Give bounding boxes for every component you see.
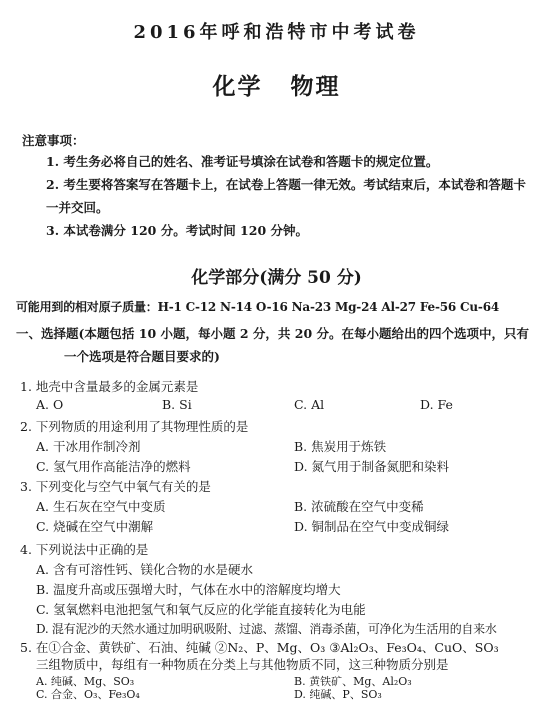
question-1-option-d: D. Fe <box>420 397 453 412</box>
question-3-option-d: D. 铜制品在空气中变成铜绿 <box>294 519 450 534</box>
question-5-stem-line2: 三组物质中，每组有一种物质在分类上与其他物质不同，这三种物质分别是 <box>36 657 449 672</box>
exam-title: 2016年呼和浩特市中考试卷 <box>133 22 420 43</box>
question-2-option-b: B. 焦炭用于炼铁 <box>294 439 387 454</box>
question-4-option-b: B. 温度升高或压强增大时，气体在水中的溶解度均增大 <box>36 582 341 597</box>
question-1-stem: 1. 地壳中含量最多的金属元素是 <box>20 379 199 394</box>
question-3-stem: 3. 下列变化与空气中氧气有关的是 <box>20 479 211 494</box>
question-4-option-d: D. 混有泥沙的天然水通过加明矾吸附、过滤、蒸馏、消毒杀菌，可净化为生活用的自来水 <box>36 622 497 636</box>
notice-heading: 注意事项： <box>22 133 85 148</box>
subject-physics: 物理 <box>290 73 341 100</box>
question-3-option-a: A. 生石灰在空气中变质 <box>36 499 166 514</box>
question-4-option-a: A. 含有可溶性钙、镁化合物的水是硬水 <box>36 562 253 577</box>
notice-item-3: 3. 本试卷满分 120 分。考试时间 120 分钟。 <box>46 223 308 238</box>
chemistry-section-title: 化学部分(满分 50 分) <box>191 268 362 288</box>
question-4-option-c: C. 氢氧燃料电池把氢气和氧气反应的化学能直接转化为电能 <box>36 602 366 617</box>
question-1-option-a: A. O <box>36 397 64 412</box>
subject-title <box>0 68 553 101</box>
question-1-option-c: C. Al <box>294 397 325 412</box>
question-5-option-b: B. 黄铁矿、Mg、Al₂O₃ <box>294 675 412 688</box>
question-2-option-d: D. 氮气用于制备氮肥和染料 <box>294 459 450 474</box>
question-5-option-a: A. 纯碱、Mg、SO₃ <box>36 675 135 688</box>
question-2-stem: 2. 下列物质的用途利用了其物理性质的是 <box>20 419 249 434</box>
question-2-option-a: A. 干冰用作制冷剂 <box>36 439 141 454</box>
notice-item-2-text: 2. 考生要将答案写在答题卡上，在试卷上答题一律无效。考试结束后，本试卷和答题卡一并交回。 <box>46 177 526 215</box>
question-5-option-c: C. 合金、O₃、Fe₃O₄ <box>36 688 140 701</box>
question-4-stem: 4. 下列说法中正确的是 <box>20 542 149 557</box>
question-5-stem: 5. 在①合金、黄铁矿、石油、纯碱 ②N₂、P、Mg、O₃ ③Al₂O₃、Fe₃O₄、CuO、SO₃ <box>20 640 499 655</box>
question-3-option-c: C. 烧碱在空气中潮解 <box>36 519 154 534</box>
atomic-masses-line: 可能用到的相对原子质量：H-1 C-12 N-14 O-16 Na-23 Mg-24 Al-27 Fe-56 Cu-64 <box>16 300 500 314</box>
question-5-option-d: D. 纯碱、P、SO₃ <box>294 688 382 701</box>
part-heading <box>16 322 544 368</box>
notice-item-2 <box>46 173 534 219</box>
question-1-option-b: B. Si <box>162 397 192 412</box>
part-heading-line1: 一、选择题(本题包括 10 小题，每小题 2 分，共 20 分。在每小题给出的四个选项中，只有 <box>16 326 530 341</box>
subject-chemistry: 化学 <box>212 73 263 100</box>
notice-item-1: 1. 考生务必将自己的姓名、准考证号填涂在试卷和答题卡的规定位置。 <box>46 154 439 169</box>
question-2-option-c: C. 氢气用作高能洁净的燃料 <box>36 459 191 474</box>
part-heading-line2: 一个选项是符合题目要求的) <box>64 349 220 364</box>
question-3-option-b: B. 浓硫酸在空气中变稀 <box>294 499 424 514</box>
